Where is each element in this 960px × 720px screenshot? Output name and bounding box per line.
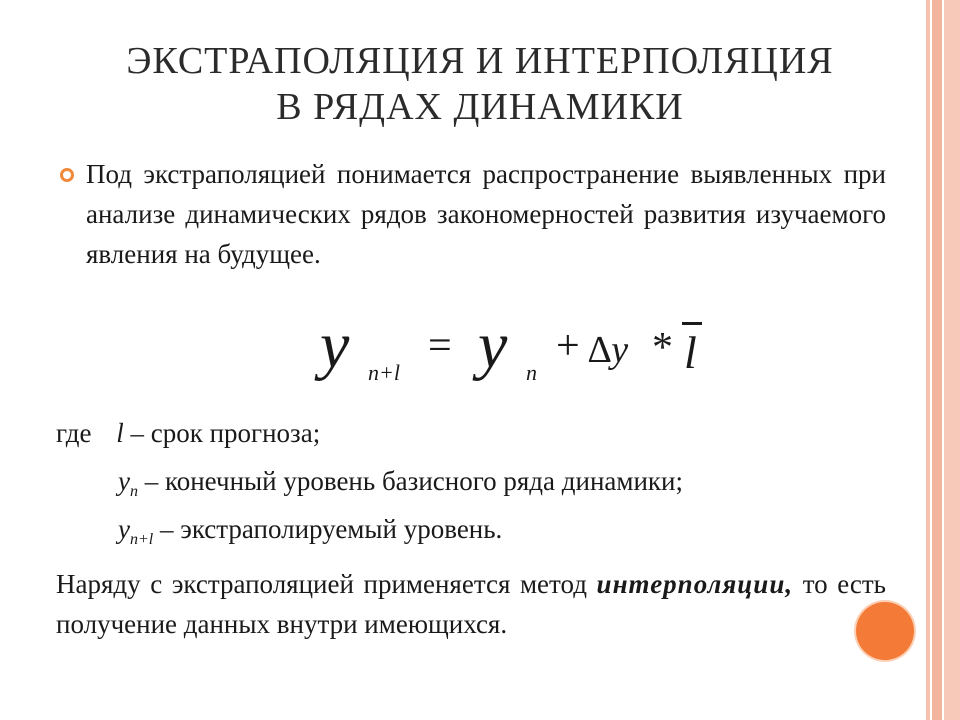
def-where: где: [56, 418, 92, 448]
def-yn-sub: n: [129, 483, 138, 500]
decorative-orange-circle: [856, 602, 914, 660]
definition-paragraph: Под экстраполяцией понимается распространение выявленных при анализе динамических рядов закономерностей развития изучаемого явления на будущее.: [86, 159, 886, 269]
def-ynl-row: [118, 512, 502, 557]
formula-star: *: [652, 325, 673, 371]
para2-emphasis: интерполяции,: [596, 569, 794, 599]
interpolation-paragraph: [56, 564, 886, 644]
formula-lhs-sub: n+l: [368, 360, 400, 385]
def-ynl-text: – экстраполируемый уровень.: [159, 514, 503, 544]
formula-equals: =: [428, 323, 452, 369]
formula-rhs: y: [478, 309, 508, 382]
slide-title: [40, 38, 920, 130]
title-line-2: В РЯДАХ ДИНАМИКИ: [276, 86, 684, 128]
para2-before: Наряду с экстраполяцией применяется метод: [56, 569, 597, 599]
bullet-circle-icon: [60, 168, 74, 182]
formula-overbar: [682, 322, 702, 325]
def-yn-row: [118, 464, 683, 509]
def-yn-text: – конечный уровень базисного ряда динамики;: [144, 466, 683, 496]
title-line-1: ЭКСТРАПОЛЯЦИЯ И ИНТЕРПОЛЯЦИЯ: [126, 40, 834, 82]
formula-rhs-sub: n: [526, 360, 537, 385]
def-l-row: [56, 416, 320, 450]
def-l-symbol: l: [116, 418, 124, 448]
def-yn-symbol: y: [118, 466, 130, 496]
para2-after: то есть получение данных внутри имеющихся.: [56, 569, 886, 639]
def-ynl-sub: n+l: [129, 531, 154, 548]
def-l-text: – срок прогноза;: [130, 418, 321, 448]
formula-delta-y: ∆y: [588, 329, 629, 371]
formula-l: l: [684, 327, 697, 378]
decorative-stripes: [926, 0, 960, 720]
formula-plus: +: [556, 323, 580, 369]
def-ynl-symbol: y: [118, 514, 130, 544]
formula-lhs: y: [320, 309, 350, 382]
extrapolation-formula: [318, 308, 738, 398]
